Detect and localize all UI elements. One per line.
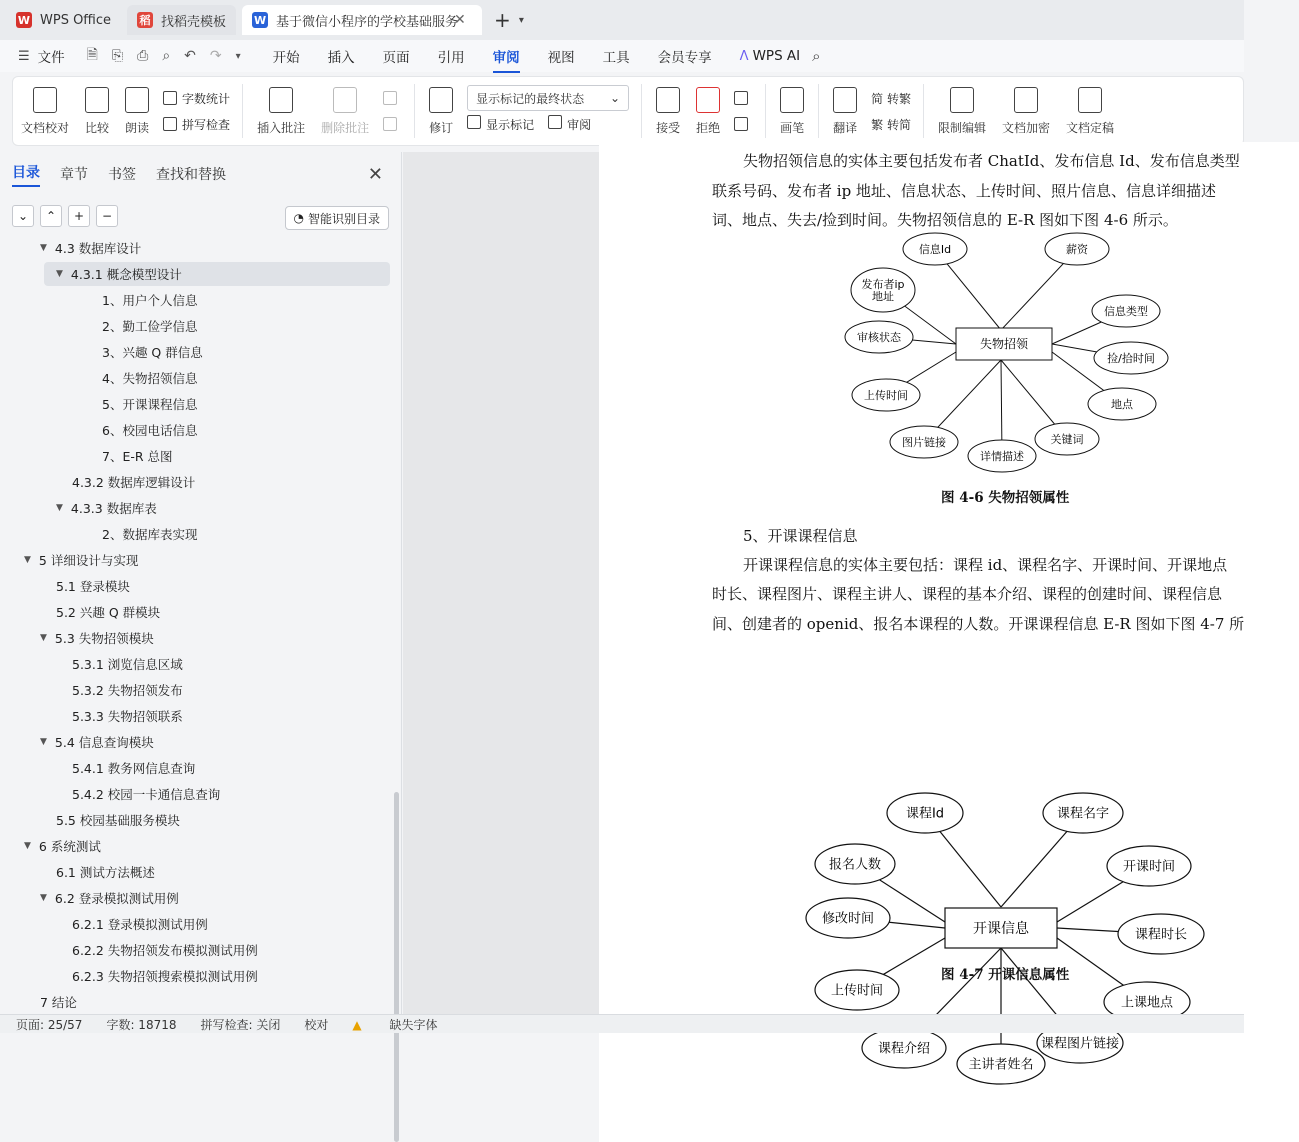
print-icon[interactable]: ⎙ (137, 48, 149, 64)
toc-item[interactable] (102, 314, 197, 338)
smart-toc-button[interactable]: ◔ 智能识别目录 (285, 206, 390, 230)
accept-button[interactable]: 接受 (656, 87, 680, 136)
collapse-icon[interactable]: ⌃ (40, 205, 62, 227)
wps-ai-icon: Ʌ (739, 48, 749, 64)
toc-item[interactable] (102, 418, 197, 442)
toc-item[interactable] (40, 886, 179, 910)
toc-item-label: 2、勤工俭学信息 (102, 319, 198, 334)
redo-icon[interactable]: ↷ (209, 48, 222, 64)
restrict-edit-button[interactable]: 限制编辑 (938, 87, 986, 136)
spell-check-icon (163, 117, 177, 131)
review-pane-icon (548, 115, 562, 129)
toc-item[interactable] (72, 704, 183, 728)
expand-arrow-icon[interactable]: ▼ (40, 633, 47, 643)
toc-item[interactable] (56, 262, 182, 286)
compare-icon (85, 87, 109, 113)
translate-icon (833, 87, 857, 113)
share-icon[interactable]: ⎘ (111, 48, 124, 64)
review-pane-button[interactable]: 审阅 (548, 115, 591, 133)
tab-wps-office[interactable]: W WPS Office (17, 12, 112, 28)
docer-icon: 稻 (137, 12, 153, 28)
toc-item-label: 6.2.1 登录模拟测试用例 (72, 917, 208, 932)
paragraph-line: 词、地点、失去/捡到时间。失物招领信息的 E-R 图如下图 4-6 所示。 (712, 211, 1178, 229)
toc-item-label: 4、失物招领信息 (102, 371, 198, 386)
toc-item-label: 3、兴趣 Q 群信息 (102, 345, 203, 360)
menu-file[interactable]: 文件 (37, 50, 65, 66)
close-tab-icon[interactable]: ✕ (454, 12, 466, 28)
prev-comment-icon[interactable] (383, 85, 402, 111)
er-attribute-label: 信息类型 (1104, 304, 1148, 318)
toc-item-label: 6.2.3 失物招领搜索模拟测试用例 (72, 969, 258, 984)
toc-item[interactable] (72, 756, 195, 780)
toc-item-label: 6、校园电话信息 (102, 423, 198, 438)
toc-item[interactable] (24, 834, 101, 858)
toc-item-label: 5.3.2 失物招领发布 (72, 683, 183, 698)
tab-sections[interactable]: 章节 (60, 167, 88, 183)
er-attribute-label: 信息Id (918, 242, 952, 256)
tab-docer[interactable]: 稻 找稻壳模板 (127, 5, 236, 35)
translate-button[interactable]: 翻译 (833, 87, 857, 136)
quick-access (87, 44, 255, 68)
toc-item[interactable] (24, 548, 138, 572)
er-attribute-label: 薪资 (1066, 242, 1088, 256)
search-icon[interactable]: ⌕ (812, 47, 821, 65)
paragraph-line: 联系号码、发布者 ip 地址、信息状态、上传时间、照片信息、信息详细描述 (712, 182, 1216, 200)
reject-button[interactable]: 拒绝 (696, 87, 720, 136)
toc-item[interactable] (40, 730, 154, 754)
add-icon[interactable]: + (68, 205, 90, 227)
compare-button[interactable]: 比较 (85, 87, 109, 136)
insert-comment-icon (269, 87, 293, 113)
toc-item[interactable] (56, 600, 160, 624)
er-attribute-label: 详情描述 (980, 449, 1024, 463)
er-attribute-label: 课程名字 (1056, 806, 1110, 822)
ribbon-divider (242, 84, 243, 138)
er-entity-label: 开课信息 (973, 920, 1029, 937)
chinese-convert-group (871, 85, 911, 137)
show-markup-button[interactable]: 显示标记 (467, 115, 534, 133)
toc-item[interactable] (40, 236, 141, 260)
toc-item[interactable] (72, 652, 183, 676)
ribbon-divider (414, 84, 415, 138)
toc-item-label: 4.3.3 数据库表 (70, 501, 157, 516)
toc-item[interactable] (102, 366, 197, 390)
markup-group (467, 85, 629, 137)
paragraph-line: 时长、课程图片、课程主讲人、课程的基本介绍、课程的创建时间、课程信息 (712, 585, 1223, 603)
toc-item[interactable] (72, 678, 183, 702)
new-tab-icon[interactable]: + (494, 8, 511, 32)
revise-button[interactable]: 修订 (429, 87, 453, 136)
expand-arrow-icon[interactable]: ▼ (56, 269, 63, 279)
er-attribute-label: 图片链接 (902, 435, 946, 449)
pen-button[interactable]: 画笔 (780, 87, 804, 136)
toc-item[interactable] (72, 938, 258, 962)
toc-item[interactable] (72, 470, 195, 494)
word-doc-icon: W (253, 13, 267, 27)
toc-item[interactable] (40, 626, 154, 650)
menu-member[interactable]: 会员专享 (657, 50, 712, 66)
expand-arrow-icon[interactable]: ▼ (24, 555, 31, 565)
expand-arrow-icon[interactable]: ▼ (56, 503, 63, 513)
toc-item[interactable] (72, 912, 208, 936)
toc-item[interactable] (102, 340, 203, 364)
smart-icon: ◔ (293, 211, 304, 225)
menu-bar (0, 40, 1244, 72)
toc-item-label: 5、开课课程信息 (102, 397, 198, 412)
er-attribute-label: 关键词 (1050, 432, 1084, 446)
encrypt-doc-icon (1014, 87, 1038, 113)
word-spell-group (163, 85, 230, 137)
section-heading: 5、开课课程信息 (743, 527, 858, 545)
reject-icon (696, 87, 720, 113)
toc-item[interactable] (102, 392, 197, 416)
paragraph-line: 开课课程信息的实体主要包括：课程 id、课程名字、开课时间、开课地点 (743, 556, 1228, 574)
menu-reference[interactable]: 引用 (437, 50, 465, 66)
toc-item[interactable] (102, 444, 173, 468)
toc-item[interactable] (102, 288, 197, 312)
expand-arrow-icon[interactable]: ▼ (24, 841, 31, 851)
nav-tabs (0, 152, 401, 196)
er-attribute-label: 发布者ip (861, 277, 905, 291)
toc-item-label: 4.3.1 概念模型设计 (70, 267, 182, 282)
undo-icon[interactable]: ↶ (184, 48, 196, 64)
word-count-button[interactable]: 字数统计 (163, 85, 230, 111)
comment-nav-group (383, 85, 402, 137)
toc-item-label: 5.3.3 失物招领联系 (72, 709, 183, 724)
markup-select[interactable]: 显示标记的最终状态 ⌄ (467, 85, 629, 111)
more-chevron-icon[interactable]: ▾ (235, 50, 241, 62)
ribbon-toolbar (12, 76, 1244, 146)
to-traditional-button[interactable]: 简 转繁 (871, 91, 911, 106)
paragraph-line: 间、创建者的 openid、报名本课程的人数。开课课程信息 E-R 图如下图 4-7 所 (712, 615, 1245, 633)
doc-check-icon (33, 87, 57, 113)
insert-comment-button[interactable]: 插入批注 (257, 87, 305, 136)
er-attribute-label: 课程介绍 (877, 1041, 931, 1057)
encrypt-button[interactable]: 文档加密 (1002, 87, 1050, 136)
ribbon-divider (765, 84, 766, 138)
read-aloud-icon (125, 87, 149, 113)
toc-item-label: 5 详细设计与实现 (38, 553, 139, 568)
remove-icon[interactable]: − (96, 205, 118, 227)
er-attribute-label: 主讲者姓名 (968, 1057, 1034, 1073)
next-revision-icon[interactable] (734, 111, 753, 137)
toc-item[interactable] (72, 782, 220, 806)
er-attribute-label: 课程时长 (1134, 927, 1188, 943)
toc-item-label: 2、数据库表实现 (102, 527, 198, 542)
menu-view[interactable]: 视图 (547, 50, 575, 66)
ribbon-divider (923, 84, 924, 138)
menu-review[interactable]: 审阅 (493, 46, 520, 66)
toc-item[interactable] (56, 808, 180, 832)
menu-page[interactable]: 页面 (382, 50, 410, 66)
toc-item-label: 5.4.1 教务网信息查询 (72, 761, 196, 776)
read-aloud-button[interactable]: 朗读 (125, 87, 149, 136)
er-attribute-label: 地址 (872, 289, 894, 303)
hamburger-icon[interactable]: ☰ (18, 48, 30, 64)
er-attribute-label: 上课地点 (1120, 995, 1174, 1011)
toc-item[interactable] (102, 522, 197, 546)
toc-item-label: 1、用户个人信息 (102, 293, 198, 308)
print-preview-icon[interactable]: ⌕ (162, 48, 171, 64)
pen-icon (780, 87, 804, 113)
expand-arrow-icon[interactable]: ▼ (40, 737, 47, 747)
title-bar (0, 0, 1244, 40)
navigation-pane (0, 152, 402, 1014)
word-count[interactable]: 字数: 18718 (106, 1017, 177, 1032)
paragraph-line: 失物招领信息的实体主要包括发布者 ChatId、发布信息 Id、发布信息类型 (743, 152, 1240, 170)
wps-logo-icon: W (17, 13, 31, 27)
spell-check-button[interactable]: 拼写检查 (163, 111, 230, 137)
toc-item[interactable] (40, 990, 77, 1014)
expand-arrow-icon[interactable]: ▼ (40, 893, 47, 903)
toc-item[interactable] (56, 574, 130, 598)
tab-find-replace[interactable]: 查找和替换 (156, 167, 226, 183)
er-attribute-label: 上传时间 (830, 983, 884, 999)
show-markup-icon (467, 115, 481, 129)
document-page (599, 142, 1299, 1142)
er-attribute-label: 审核状态 (857, 330, 901, 344)
toc-item-label: 4.3 数据库设计 (54, 241, 142, 256)
figure-caption: 图 4-6 失物招领属性 (941, 490, 1070, 506)
finalize-doc-icon (1078, 87, 1102, 113)
page-indicator[interactable]: 页面: 25/57 (16, 1017, 83, 1032)
toc-item[interactable] (72, 964, 258, 988)
er-attribute-label: 开课时间 (1122, 859, 1176, 875)
doc-check-button[interactable]: 文档校对 (21, 87, 69, 136)
er-attribute-label: 课程Id (905, 806, 945, 822)
toc-item-label: 5.3 失物招领模块 (54, 631, 154, 646)
er-attribute-label: 上传时间 (864, 388, 908, 402)
revise-icon (429, 87, 453, 113)
close-icon[interactable]: ✕ (367, 164, 383, 185)
toc-item-label: 6.2 登录模拟测试用例 (54, 891, 179, 906)
er-attribute-label: 课程图片链接 (1040, 1036, 1120, 1052)
ribbon-divider (641, 84, 642, 138)
revision-nav-group (734, 85, 753, 137)
toc-item-label: 5.2 兴趣 Q 群模块 (56, 605, 161, 620)
missing-font-status[interactable]: 缺失字体 (389, 1017, 438, 1032)
expand-icon[interactable]: ⌄ (12, 205, 34, 227)
toc-item-label: 6.1 测试方法概述 (56, 865, 155, 880)
toc-item-label: 4.3.2 数据库逻辑设计 (72, 475, 196, 490)
ribbon-divider (818, 84, 819, 138)
er-attribute-label: 修改时间 (821, 911, 875, 927)
to-simplified-button[interactable]: 繁 转简 (871, 117, 911, 132)
save-icon[interactable]: 🗎 (86, 47, 98, 63)
lock-doc-icon (950, 87, 974, 113)
er-attribute-label: 捡/拾时间 (1107, 351, 1155, 365)
toc-item-label: 7 结论 (40, 995, 77, 1010)
menu-wps-ai[interactable]: WPS AI (752, 48, 801, 64)
toc-item[interactable] (56, 860, 155, 884)
menu-start[interactable]: 开始 (272, 50, 300, 66)
spell-check-status[interactable]: 拼写检查: 关闭 (200, 1017, 281, 1032)
delete-comment-icon (333, 87, 357, 113)
toc-item-label: 6 系统测试 (38, 839, 101, 854)
chevron-down-icon: ⌄ (610, 91, 621, 105)
menu-insert[interactable]: 插入 (327, 50, 355, 66)
tab-document[interactable]: W 基于微信小程序的学校基础服务 ✕ (242, 5, 482, 35)
prev-revision-icon[interactable] (734, 85, 753, 111)
toc-item-label: 5.1 登录模块 (56, 579, 130, 594)
er-diagram-course (599, 632, 1299, 1112)
toc-item-label: 5.4.2 校园一卡通信息查询 (72, 787, 221, 802)
status-bar (0, 1014, 1244, 1033)
accept-icon (656, 87, 680, 113)
tab-toc[interactable]: 目录 (12, 162, 40, 187)
chevron-down-icon[interactable]: ▾ (518, 14, 524, 26)
toc-scrollbar[interactable] (394, 792, 399, 1142)
toc-item[interactable] (56, 496, 157, 520)
toc-item-label: 5.3.1 浏览信息区域 (72, 657, 183, 672)
toc-item-label: 5.4 信息查询模块 (54, 735, 154, 750)
warning-icon: ▲ (352, 1017, 362, 1032)
toc-list (0, 241, 392, 1014)
delete-comment-button[interactable]: 删除批注 (321, 87, 369, 136)
tab-bookmarks[interactable]: 书签 (108, 167, 136, 183)
toc-item-label: 7、E-R 总图 (102, 449, 173, 464)
menu-tools[interactable]: 工具 (602, 50, 630, 66)
finalize-button[interactable]: 文档定稿 (1066, 87, 1114, 136)
toc-item-label: 5.5 校园基础服务模块 (56, 813, 180, 828)
proof-status[interactable]: 校对 (304, 1017, 329, 1032)
toc-item-label: 6.2.2 失物招领发布模拟测试用例 (72, 943, 258, 958)
word-count-icon (163, 91, 177, 105)
er-attribute-label: 报名人数 (828, 857, 882, 873)
er-entity-label: 失物招领 (979, 337, 1029, 352)
er-attribute-label: 地点 (1111, 397, 1133, 411)
next-comment-icon[interactable] (383, 111, 402, 137)
figure-caption: 图 4-7 开课信息属性 (941, 967, 1070, 983)
expand-arrow-icon[interactable]: ▼ (40, 243, 47, 253)
